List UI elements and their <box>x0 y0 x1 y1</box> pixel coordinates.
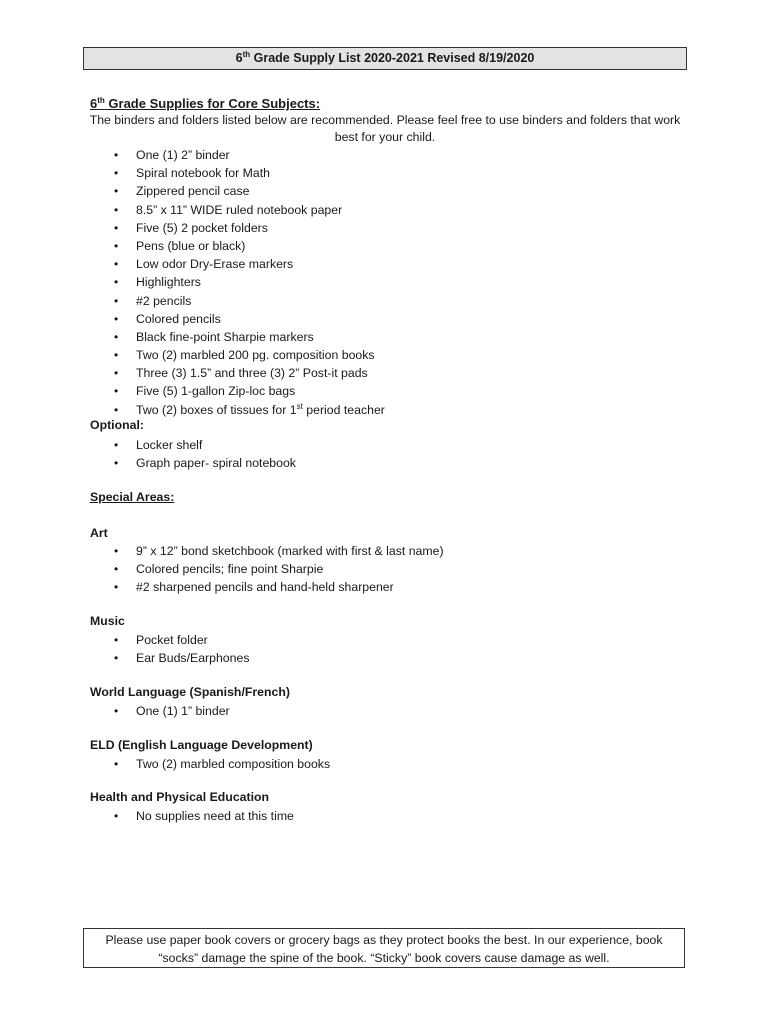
list-item: • Spiral notebook for Math <box>112 164 385 182</box>
list-item: • Five (5) 1-gallon Zip-loc bags <box>112 382 385 400</box>
music-label: Music <box>90 614 125 628</box>
title-grade-number: 6 <box>235 51 243 65</box>
core-subjects-heading <box>90 96 320 111</box>
list-item: • Ear Buds/Earphones <box>112 649 249 667</box>
special-areas-label: Special Areas: <box>90 490 175 504</box>
list-item: • Pocket folder <box>112 631 249 649</box>
art-label: Art <box>90 526 108 540</box>
tissues-suffix: period teacher <box>302 402 385 417</box>
core-heading-grade-suffix: th <box>97 96 105 105</box>
optional-label: Optional: <box>90 418 144 432</box>
list-item: • Low odor Dry-Erase markers <box>112 255 385 273</box>
title-grade-suffix: th <box>242 50 251 59</box>
tissues-text: Two (2) boxes of tissues for 1 <box>136 402 297 417</box>
eld-list <box>112 755 330 773</box>
list-item: • #2 pencils <box>112 292 385 310</box>
list-item: • Five (5) 2 pocket folders <box>112 219 385 237</box>
list-item: • Colored pencils; fine point Sharpie <box>112 560 444 578</box>
world-language-label: World Language (Spanish/French) <box>90 685 290 699</box>
health-pe-label: Health and Physical Education <box>90 790 270 804</box>
list-item-tissues <box>112 401 385 419</box>
tissues-ordinal: st <box>296 401 303 411</box>
book-cover-note: Please use paper book covers or grocery bags as they protect books the best. In our experience, book “socks” damage the spine of the book. “Sticky” book covers cause damage as well. <box>83 928 685 968</box>
list-item: • Three (3) 1.5” and three (3) 2” Post-it pads <box>112 364 385 382</box>
world-language-list <box>112 702 230 720</box>
core-heading-text: Grade Supplies for Core Subjects: <box>104 96 321 111</box>
list-item: • Graph paper- spiral notebook <box>112 454 296 472</box>
list-item: • Locker shelf <box>112 436 296 454</box>
list-item: • 8.5” x 11” WIDE ruled notebook paper <box>112 201 385 219</box>
core-supplies-list <box>112 146 385 419</box>
eld-label: ELD (English Language Development) <box>90 738 313 752</box>
music-list <box>112 631 249 667</box>
list-item: • Black fine-point Sharpie markers <box>112 328 385 346</box>
list-item: • No supplies need at this time <box>112 807 294 825</box>
list-item: • Two (2) marbled composition books <box>112 755 330 773</box>
core-heading-grade-number: 6 <box>90 96 98 111</box>
art-list <box>112 542 444 597</box>
page-title <box>83 47 687 70</box>
list-item: • Highlighters <box>112 273 385 291</box>
list-item: • Pens (blue or black) <box>112 237 385 255</box>
title-text: Grade Supply List 2020-2021 Revised 8/19/2020 <box>250 51 535 65</box>
list-item: • Two (2) marbled 200 pg. composition books <box>112 346 385 364</box>
optional-list <box>112 436 296 472</box>
list-item: • Zippered pencil case <box>112 182 385 200</box>
list-item: • One (1) 2” binder <box>112 146 385 164</box>
list-item: • #2 sharpened pencils and hand-held sharpener <box>112 578 444 596</box>
health-pe-list <box>112 807 294 825</box>
list-item: • One (1) 1” binder <box>112 702 230 720</box>
list-item: • Colored pencils <box>112 310 385 328</box>
core-intro-text: The binders and folders listed below are recommended. Please feel free to use binders and folders that work best for your child. <box>89 113 681 144</box>
list-item: • 9” x 12” bond sketchbook (marked with first & last name) <box>112 542 444 560</box>
